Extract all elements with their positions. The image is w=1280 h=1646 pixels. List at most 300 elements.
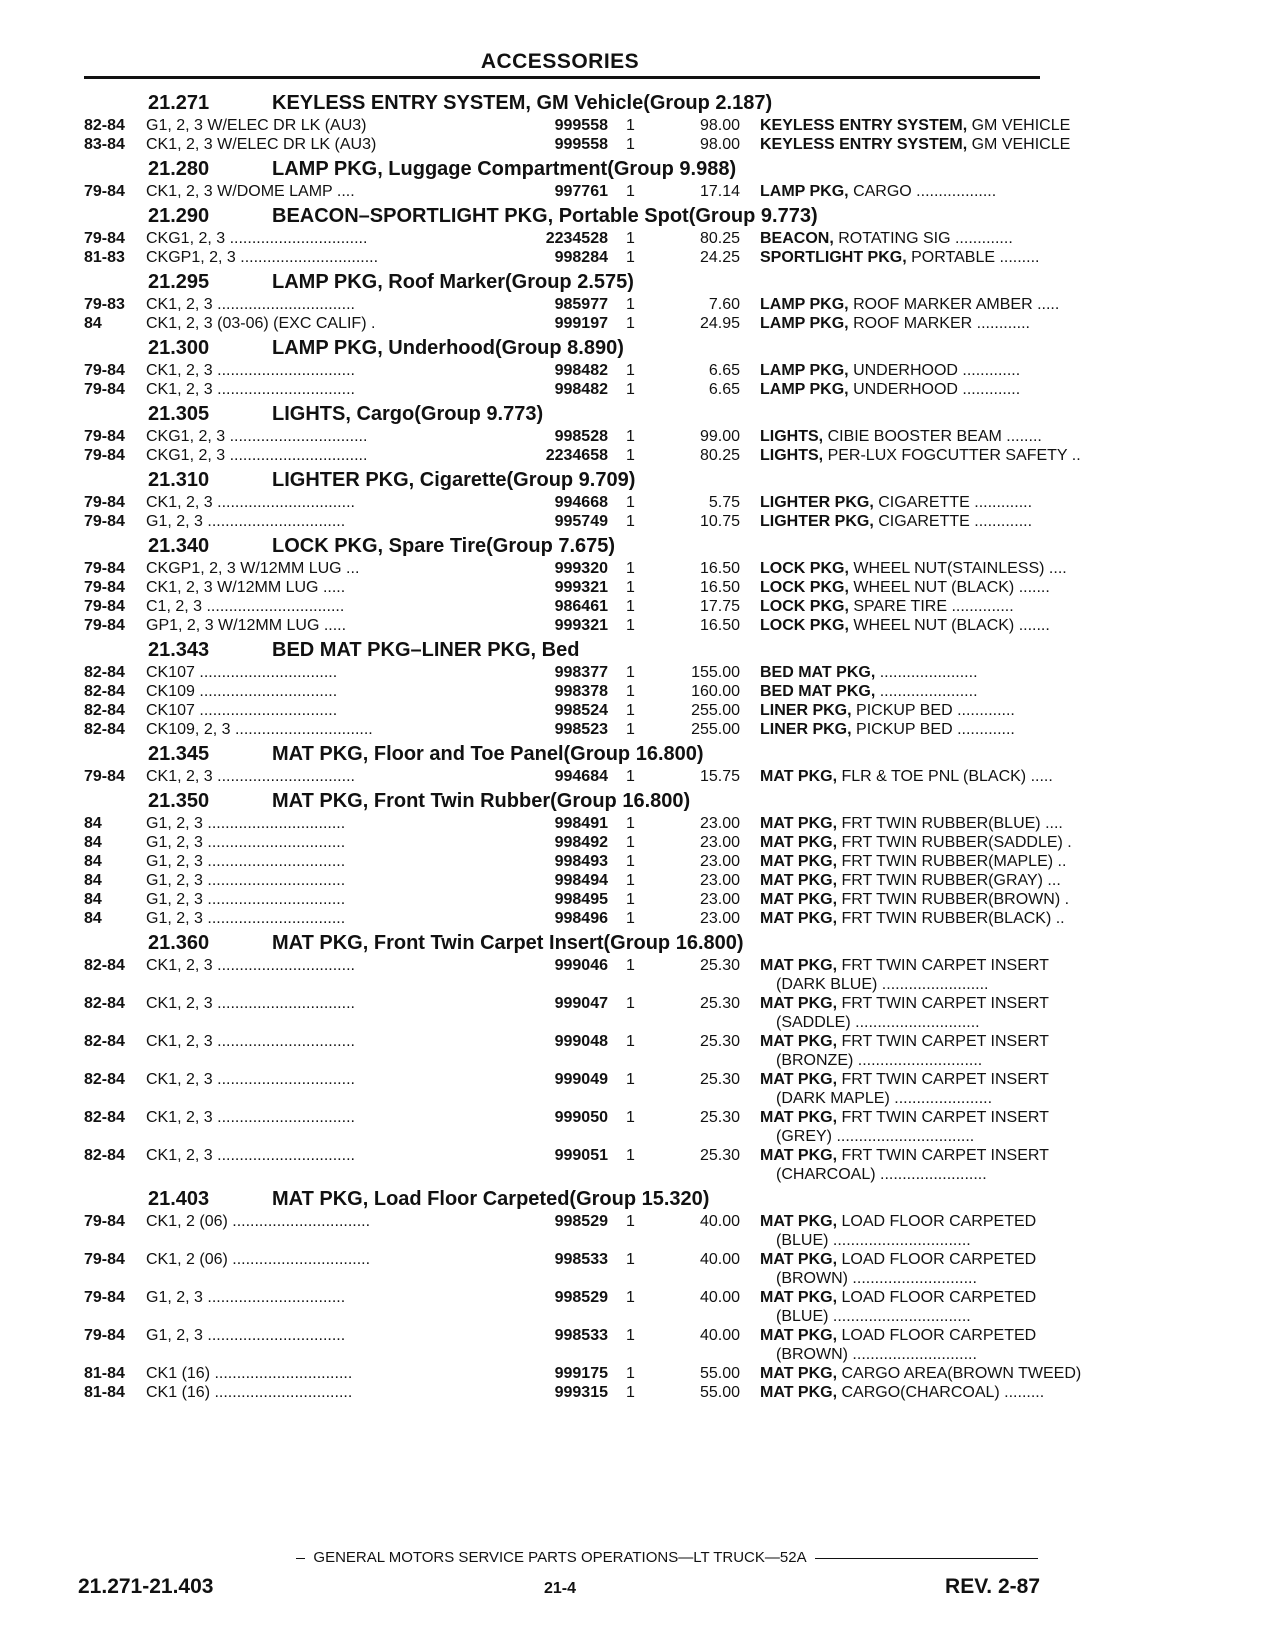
model-year: 82-84	[84, 1033, 125, 1050]
table-row	[84, 890, 1070, 909]
catalog-section	[84, 88, 1071, 154]
quantity: 1	[626, 1071, 635, 1088]
model-year: 82-84	[84, 702, 125, 719]
quantity: 1	[626, 362, 635, 379]
model-application: CKG1, 2, 3 ...............................	[146, 428, 368, 445]
part-description	[760, 1213, 1122, 1231]
table-row	[84, 248, 1044, 267]
price: 40.00	[699, 1213, 740, 1230]
part-detail: FRT TWIN CARPET INSERT	[841, 1109, 1049, 1126]
catalog-section	[84, 154, 1044, 201]
part-name: LAMP PKG,	[760, 362, 849, 379]
table-row	[84, 446, 1081, 465]
part-description	[760, 117, 1122, 135]
quantity: 1	[626, 315, 635, 332]
part-number: 999320	[452, 560, 608, 578]
part-detail: FRT TWIN RUBBER(MAPLE) ..	[841, 853, 1067, 870]
part-number: 998482	[452, 362, 608, 380]
model-year: 82-84	[84, 117, 125, 134]
catalog-section	[84, 333, 1044, 399]
model-year: 81-84	[84, 1365, 125, 1382]
part-name: LOCK PKG,	[760, 617, 849, 634]
table-row	[84, 1364, 1082, 1383]
part-number: 999049	[452, 1071, 608, 1089]
part-name: MAT PKG,	[760, 1071, 838, 1088]
price: 17.75	[699, 598, 740, 615]
part-name: LAMP PKG,	[760, 315, 849, 332]
quantity: 1	[626, 702, 635, 719]
parts-catalog	[84, 88, 1082, 1402]
part-name: MAT PKG,	[760, 1251, 838, 1268]
part-number: 998377	[452, 664, 608, 682]
price: 23.00	[699, 834, 740, 851]
quantity: 1	[626, 296, 635, 313]
model-application: G1, 2, 3 ...............................	[146, 1289, 346, 1306]
model-application: CK1, 2, 3 ...............................	[146, 1109, 355, 1126]
quantity: 1	[626, 721, 635, 738]
model-application: CK1, 2, 3 W/ELEC DR LK (AU3)	[146, 136, 377, 153]
model-application: CK109 ...............................	[146, 683, 338, 700]
quantity: 1	[626, 494, 635, 511]
section-number: 21.343	[148, 639, 210, 661]
quantity: 1	[626, 249, 635, 266]
model-application: CK1 (16) ...............................	[146, 1384, 353, 1401]
part-name: MAT PKG,	[760, 995, 838, 1012]
section-heading	[84, 267, 1044, 295]
table-row	[84, 1212, 1044, 1250]
model-application: G1, 2, 3 ...............................	[146, 513, 346, 530]
part-detail: CARGO(CHARCOAL) .........	[841, 1384, 1045, 1401]
model-application: CK1, 2 (06) ...............................	[146, 1251, 371, 1268]
quantity: 1	[626, 957, 635, 974]
model-year: 81-84	[84, 1384, 125, 1401]
part-number: 985977	[452, 296, 608, 314]
price: 23.00	[699, 815, 740, 832]
catalog-section	[84, 739, 1053, 786]
model-application: CK1, 2, 3 (03-06) (EXC CALIF) .	[146, 315, 376, 332]
table-row	[84, 380, 1044, 399]
model-application: CK107 ...............................	[146, 702, 338, 719]
model-application: CK1, 2, 3 ...............................	[146, 957, 355, 974]
part-detail: CIBIE BOOSTER BEAM ........	[827, 428, 1042, 445]
quantity: 1	[626, 183, 635, 200]
part-detail: PICKUP BED .............	[856, 702, 1015, 719]
section-heading	[84, 201, 1044, 229]
model-year: 79-84	[84, 1327, 125, 1344]
table-row	[84, 767, 1053, 786]
footer-rule-right	[815, 1558, 1038, 1559]
part-detail: WHEEL NUT (BLACK) .......	[853, 579, 1050, 596]
part-detail-continued: (BROWN) ............................	[776, 1346, 977, 1363]
part-name: BED MAT PKG,	[760, 683, 876, 700]
price: 23.00	[699, 872, 740, 889]
part-name: MAT PKG,	[760, 1109, 838, 1126]
catalog-section	[84, 928, 1049, 1184]
catalog-section	[84, 267, 1060, 333]
model-year: 79-84	[84, 598, 125, 615]
price: 16.50	[699, 560, 740, 577]
part-number: 999048	[452, 1033, 608, 1051]
part-name: MAT PKG,	[760, 834, 838, 851]
part-detail: FRT TWIN CARPET INSERT	[841, 957, 1049, 974]
part-description	[760, 1071, 1122, 1089]
part-description	[760, 579, 1122, 597]
part-number: 998284	[452, 249, 608, 267]
model-year: 81-83	[84, 249, 125, 266]
section-heading	[84, 465, 1044, 493]
footer-revision: REV. 2-87	[945, 1575, 1040, 1598]
model-year: 82-84	[84, 683, 125, 700]
part-name: MAT PKG,	[760, 768, 838, 785]
model-application: G1, 2, 3 ...............................	[146, 891, 346, 908]
part-detail-continued: (BRONZE) ............................	[776, 1052, 983, 1069]
price: 40.00	[699, 1289, 740, 1306]
part-description	[760, 230, 1122, 248]
part-name: MAT PKG,	[760, 1365, 838, 1382]
table-row	[84, 852, 1067, 871]
price: 16.50	[699, 617, 740, 634]
section-title: MAT PKG, Front Twin Carpet Insert(Group 16.800)	[272, 932, 744, 954]
section-number: 21.271	[148, 92, 210, 114]
part-name: MAT PKG,	[760, 1384, 838, 1401]
footer-publisher: GENERAL MOTORS SERVICE PARTS OPERATIONS—LT TRUCK—52A	[313, 1549, 807, 1566]
part-number: 999046	[452, 957, 608, 975]
catalog-section	[84, 635, 1044, 739]
price: 25.30	[699, 957, 740, 974]
part-name: MAT PKG,	[760, 910, 838, 927]
table-row	[84, 295, 1060, 314]
part-description	[760, 428, 1122, 446]
model-year: 84	[84, 834, 102, 851]
model-application: G1, 2, 3 W/ELEC DR LK (AU3)	[146, 117, 367, 134]
part-detail: LOAD FLOOR CARPETED	[841, 1213, 1037, 1230]
part-name: MAT PKG,	[760, 1213, 838, 1230]
part-number: 998493	[452, 853, 608, 871]
section-number: 21.300	[148, 337, 210, 359]
part-description	[760, 1365, 1122, 1383]
price: 23.00	[699, 910, 740, 927]
price: 25.30	[699, 1033, 740, 1050]
part-description	[760, 1251, 1122, 1269]
part-detail: FRT TWIN RUBBER(BLACK) ..	[841, 910, 1065, 927]
table-row	[84, 361, 1044, 380]
price: 17.14	[699, 183, 740, 200]
quantity: 1	[626, 1251, 635, 1268]
part-description	[760, 362, 1122, 380]
part-name: LOCK PKG,	[760, 579, 849, 596]
model-application: CK1 (16) ...............................	[146, 1365, 353, 1382]
quantity: 1	[626, 910, 635, 927]
part-number: 994684	[452, 768, 608, 786]
table-row	[84, 663, 1044, 682]
part-name: MAT PKG,	[760, 815, 838, 832]
price: 7.60	[708, 296, 740, 313]
part-detail: GM VEHICLE	[971, 136, 1071, 153]
section-title: MAT PKG, Front Twin Rubber(Group 16.800)	[272, 790, 691, 812]
part-description	[760, 853, 1122, 871]
header-rule	[84, 76, 1040, 79]
part-number: 999558	[452, 136, 608, 154]
part-detail: FRT TWIN CARPET INSERT	[841, 1147, 1049, 1164]
catalog-section	[84, 1184, 1082, 1402]
section-number: 21.350	[148, 790, 210, 812]
model-application: G1, 2, 3 ...............................	[146, 853, 346, 870]
model-year: 79-84	[84, 362, 125, 379]
part-number: 998528	[452, 428, 608, 446]
part-description	[760, 834, 1122, 852]
price: 160.00	[691, 683, 740, 700]
part-description	[760, 249, 1122, 267]
table-row	[84, 909, 1065, 928]
part-name: MAT PKG,	[760, 872, 838, 889]
model-year: 82-84	[84, 1071, 125, 1088]
part-description	[760, 768, 1122, 786]
part-name: LINER PKG,	[760, 721, 852, 738]
part-detail-continued: (BLUE) ...............................	[776, 1232, 971, 1249]
section-heading	[84, 399, 1044, 427]
model-year: 79-84	[84, 1213, 125, 1230]
model-application: C1, 2, 3 ...............................	[146, 598, 345, 615]
model-application: CK107 ...............................	[146, 664, 338, 681]
quantity: 1	[626, 117, 635, 134]
part-number: 999197	[452, 315, 608, 333]
part-detail: WHEEL NUT(STAINLESS) ....	[853, 560, 1067, 577]
model-application: G1, 2, 3 ...............................	[146, 1327, 346, 1344]
part-number: 999321	[452, 617, 608, 635]
quantity: 1	[626, 1109, 635, 1126]
table-row	[84, 1383, 1044, 1402]
section-title: LIGHTER PKG, Cigarette(Group 9.709)	[272, 469, 636, 491]
part-name: MAT PKG,	[760, 1033, 838, 1050]
part-detail: ......................	[879, 683, 978, 700]
part-name: BEACON,	[760, 230, 834, 247]
page-title: ACCESSORIES	[480, 50, 640, 73]
model-application: CK1, 2, 3 W/12MM LUG .....	[146, 579, 346, 596]
part-number: 994668	[452, 494, 608, 512]
model-year: 79-84	[84, 447, 125, 464]
model-application: CK109, 2, 3 ...............................	[146, 721, 373, 738]
model-application: G1, 2, 3 ...............................	[146, 815, 346, 832]
section-number: 21.340	[148, 535, 210, 557]
part-number: 997761	[452, 183, 608, 201]
section-title: LAMP PKG, Luggage Compartment(Group 9.988)	[272, 158, 737, 180]
table-row	[84, 814, 1063, 833]
part-detail: GM VEHICLE	[971, 117, 1071, 134]
part-description	[760, 995, 1122, 1013]
price: 15.75	[699, 768, 740, 785]
part-name: LOCK PKG,	[760, 560, 849, 577]
part-description	[760, 815, 1122, 833]
model-year: 79-84	[84, 381, 125, 398]
part-number: 998523	[452, 721, 608, 739]
section-number: 21.345	[148, 743, 210, 765]
quantity: 1	[626, 1365, 635, 1382]
price: 25.30	[699, 995, 740, 1012]
part-number: 995749	[452, 513, 608, 531]
part-detail: ROTATING SIG .............	[838, 230, 1013, 247]
part-name: LIGHTER PKG,	[760, 494, 874, 511]
model-year: 79-84	[84, 768, 125, 785]
model-year: 84	[84, 815, 102, 832]
price: 25.30	[699, 1109, 740, 1126]
table-row	[84, 1146, 1049, 1184]
part-detail-continued: (BROWN) ............................	[776, 1270, 977, 1287]
part-detail: CARGO AREA(BROWN TWEED)	[841, 1365, 1082, 1382]
part-number: 998533	[452, 1251, 608, 1269]
section-title: MAT PKG, Load Floor Carpeted(Group 15.320)	[272, 1188, 710, 1210]
table-row	[84, 1070, 1049, 1108]
catalog-section	[84, 786, 1072, 928]
table-row	[84, 1108, 1049, 1146]
section-title: BEACON–SPORTLIGHT PKG, Portable Spot(Group 9.773)	[272, 205, 818, 227]
table-row	[84, 1326, 1044, 1364]
quantity: 1	[626, 834, 635, 851]
part-detail: WHEEL NUT (BLACK) .......	[853, 617, 1050, 634]
quantity: 1	[626, 579, 635, 596]
model-year: 79-84	[84, 183, 125, 200]
model-application: CK1, 2, 3 ...............................	[146, 1071, 355, 1088]
part-name: MAT PKG,	[760, 1289, 838, 1306]
section-number: 21.280	[148, 158, 210, 180]
part-description	[760, 381, 1122, 399]
price: 16.50	[699, 579, 740, 596]
part-description	[760, 1109, 1122, 1127]
price: 255.00	[691, 721, 740, 738]
price: 23.00	[699, 891, 740, 908]
price: 155.00	[691, 664, 740, 681]
footer-range: 21.271-21.403	[78, 1575, 214, 1598]
part-detail: PER-LUX FOGCUTTER SAFETY ..	[827, 447, 1081, 464]
quantity: 1	[626, 768, 635, 785]
part-name: MAT PKG,	[760, 1327, 838, 1344]
price: 40.00	[699, 1251, 740, 1268]
part-name: LIGHTS,	[760, 447, 824, 464]
part-detail-continued: (DARK MAPLE) ......................	[776, 1090, 993, 1107]
part-number: 999558	[452, 117, 608, 135]
part-number: 999051	[452, 1147, 608, 1165]
quantity: 1	[626, 1327, 635, 1344]
part-description	[760, 598, 1122, 616]
section-title: LIGHTS, Cargo(Group 9.773)	[272, 403, 544, 425]
model-year: 84	[84, 910, 102, 927]
price: 80.25	[699, 230, 740, 247]
part-name: LIGHTER PKG,	[760, 513, 874, 530]
part-name: SPORTLIGHT PKG,	[760, 249, 907, 266]
part-description	[760, 494, 1122, 512]
part-name: LAMP PKG,	[760, 296, 849, 313]
part-detail-continued: (BLUE) ...............................	[776, 1308, 971, 1325]
part-detail-continued: (DARK BLUE) ........................	[776, 976, 989, 993]
table-row	[84, 229, 1044, 248]
price: 55.00	[699, 1384, 740, 1401]
part-number: 998533	[452, 1327, 608, 1345]
price: 6.65	[708, 362, 740, 379]
model-application: CK1, 2 (06) ...............................	[146, 1213, 371, 1230]
price: 40.00	[699, 1327, 740, 1344]
model-application: CKG1, 2, 3 ...............................	[146, 230, 368, 247]
catalog-section	[84, 201, 1044, 267]
price: 24.95	[699, 315, 740, 332]
part-name: LOCK PKG,	[760, 598, 849, 615]
section-number: 21.290	[148, 205, 210, 227]
part-detail: LOAD FLOOR CARPETED	[841, 1327, 1037, 1344]
part-description	[760, 315, 1122, 333]
price: 25.30	[699, 1071, 740, 1088]
model-application: CKGP1, 2, 3 ...............................	[146, 249, 379, 266]
part-detail: FRT TWIN RUBBER(BLUE) ....	[841, 815, 1063, 832]
part-name: LAMP PKG,	[760, 381, 849, 398]
part-description	[760, 1327, 1122, 1345]
part-name: KEYLESS ENTRY SYSTEM,	[760, 117, 968, 134]
model-year: 79-84	[84, 494, 125, 511]
table-row	[84, 493, 1044, 512]
catalog-section	[84, 465, 1044, 531]
model-application: CK1, 2, 3 ...............................	[146, 362, 355, 379]
model-application: CK1, 2, 3 ...............................	[146, 1033, 355, 1050]
table-row	[84, 682, 1044, 701]
price: 98.00	[699, 117, 740, 134]
table-row	[84, 1288, 1044, 1326]
part-name: KEYLESS ENTRY SYSTEM,	[760, 136, 968, 153]
catalog-section	[84, 399, 1081, 465]
quantity: 1	[626, 230, 635, 247]
part-description	[760, 872, 1122, 890]
quantity: 1	[626, 1213, 635, 1230]
part-number: 999047	[452, 995, 608, 1013]
catalog-section	[84, 531, 1067, 635]
part-description	[760, 1289, 1122, 1307]
part-number: 998494	[452, 872, 608, 890]
part-number: 998496	[452, 910, 608, 928]
part-detail-continued: (CHARCOAL) ........................	[776, 1166, 987, 1183]
price: 25.30	[699, 1147, 740, 1164]
section-heading	[84, 635, 1044, 663]
footer-page-number: 21-4	[543, 1580, 577, 1597]
table-row	[84, 314, 1044, 333]
part-number: 998529	[452, 1289, 608, 1307]
quantity: 1	[626, 1147, 635, 1164]
table-row	[84, 1250, 1044, 1288]
part-number: 999175	[452, 1365, 608, 1383]
section-title: MAT PKG, Floor and Toe Panel(Group 16.800)	[272, 743, 704, 765]
part-name: MAT PKG,	[760, 891, 838, 908]
model-application: GP1, 2, 3 W/12MM LUG .....	[146, 617, 347, 634]
section-heading	[84, 154, 1044, 182]
quantity: 1	[626, 598, 635, 615]
table-row	[84, 427, 1044, 446]
table-row	[84, 871, 1061, 890]
quantity: 1	[626, 995, 635, 1012]
table-row	[84, 578, 1050, 597]
model-application: CK1, 2, 3 ...............................	[146, 1147, 355, 1164]
part-detail: CIGARETTE .............	[878, 494, 1033, 511]
model-application: CK1, 2, 3 ...............................	[146, 381, 355, 398]
part-detail-continued: (GREY) ...............................	[776, 1128, 975, 1145]
table-row	[84, 135, 1071, 154]
section-number: 21.360	[148, 932, 210, 954]
price: 23.00	[699, 853, 740, 870]
part-detail: FRT TWIN CARPET INSERT	[841, 995, 1049, 1012]
part-detail: SPARE TIRE ..............	[853, 598, 1014, 615]
quantity: 1	[626, 617, 635, 634]
model-year: 79-84	[84, 230, 125, 247]
part-description	[760, 1033, 1122, 1051]
section-title: LOCK PKG, Spare Tire(Group 7.675)	[272, 535, 616, 557]
table-row	[84, 720, 1044, 739]
price: 6.65	[708, 381, 740, 398]
table-row	[84, 701, 1044, 720]
part-number: 998482	[452, 381, 608, 399]
